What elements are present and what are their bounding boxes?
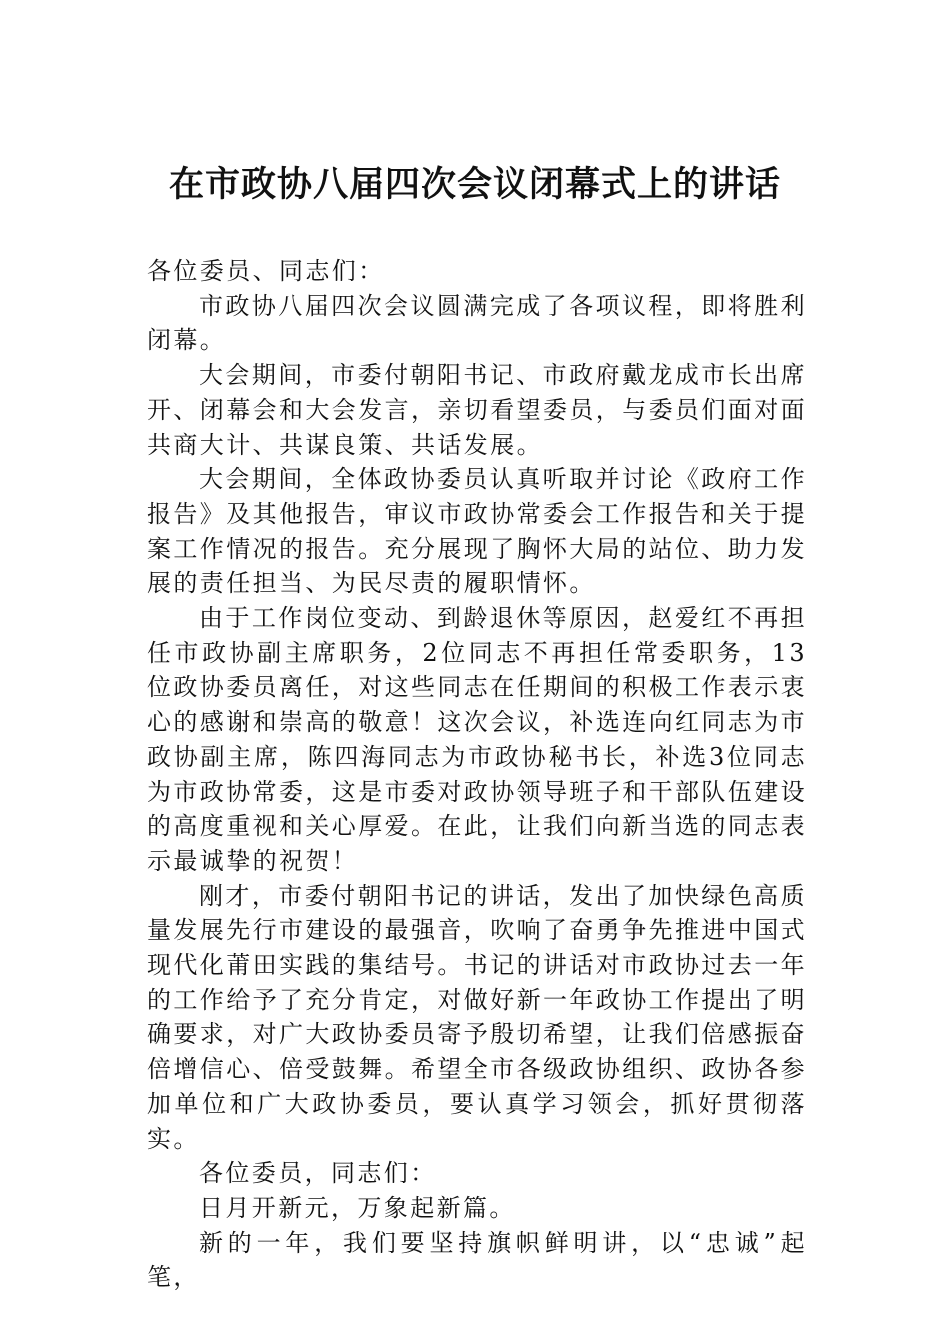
page-title: 在市政协八届四次会议闭幕式上的讲话 <box>168 164 781 205</box>
paragraph: 刚才，市委付朝阳书记的讲话，发出了加快绿色高质量发展先行市建设的最强音，吹响了奋勇争先推进中国式现代化莆田实践的集结号。书记的讲话对市政协过去一年的工作给予了充分肯定，对做好新一年政协工作提出了明确要求，对广大政协委员寄予殷切希望，让我们倍感振奋倍增信心、倍受鼓舞。希望全市各级政协组织、政协各参加单位和广大政协委员，要认真学习领会，抓好贯彻落实。 <box>147 881 807 1153</box>
paragraph: 大会期间，市委付朝阳书记、市政府戴龙成市长出席开、闭幕会和大会发言，亲切看望委员，与委员们面对面共商大计、共谋良策、共话发展。 <box>147 361 807 459</box>
paragraph: 市政协八届四次会议圆满完成了各项议程，即将胜利闭幕。 <box>147 291 807 355</box>
document-body <box>147 254 807 1295</box>
paragraph: 由于工作岗位变动、到龄退休等原因，赵爱红不再担任市政协副主席职务，2位同志不再担任常委职务，13位政协委员离任，对这些同志在任期间的积极工作表示衷心的感谢和崇高的敬意！这次会议，补选连向红同志为市政协副主席，陈四海同志为市政协秘书长，补选3位同志为市政协常委，这是市委对政协领导班子和干部队伍建设的高度重视和关心厚爱。在此，让我们向新当选的同志表示最诚挚的祝贺！ <box>147 604 807 875</box>
salutation: 各位委员、同志们： <box>147 257 385 285</box>
paragraph: 日月开新元，万象起新篇。 <box>199 1193 516 1222</box>
paragraph: 各位委员，同志们： <box>199 1159 437 1188</box>
paragraph: 大会期间，全体政协委员认真听取并讨论《政府工作报告》及其他报告，审议市政协常委会工作报告和关于提案工作情况的报告。充分展现了胸怀大局的站位、助力发展的责任担当、为民尽责的履职情怀。 <box>147 465 807 598</box>
paragraph: 新的一年，我们要坚持旗帜鲜明讲，以“忠诚”起笔， <box>147 1228 807 1292</box>
